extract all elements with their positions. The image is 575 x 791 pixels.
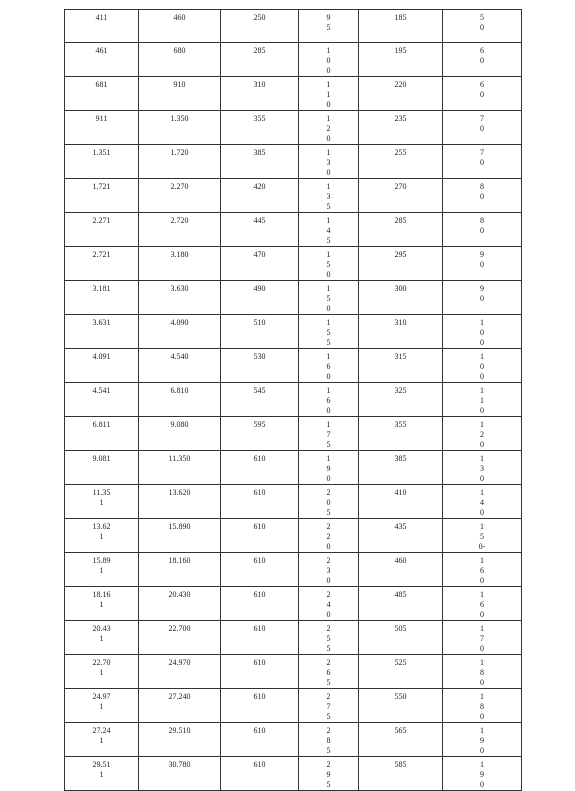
- data-table: [64, 9, 522, 791]
- table-cell: 1 0 0: [299, 43, 359, 77]
- table-row: [65, 349, 522, 383]
- table-cell: 27.24 1: [65, 723, 139, 757]
- table-cell: 285: [221, 43, 299, 77]
- table-cell: 1 6 0: [443, 553, 522, 587]
- table-row: [65, 247, 522, 281]
- table-cell: 6 0: [443, 43, 522, 77]
- table-cell: 355: [221, 111, 299, 145]
- table-cell: 681: [65, 77, 139, 111]
- table-cell: 595: [221, 417, 299, 451]
- table-cell: 2 4 0: [299, 587, 359, 621]
- table-cell: 20.43 1: [65, 621, 139, 655]
- table-cell: 565: [359, 723, 443, 757]
- table-cell: 505: [359, 621, 443, 655]
- table-cell: 3.180: [139, 247, 221, 281]
- table-cell: 18.16 1: [65, 587, 139, 621]
- table-cell: 2 2 0: [299, 519, 359, 553]
- table-cell: 460: [359, 553, 443, 587]
- table-cell: 315: [359, 349, 443, 383]
- table-cell: 1.720: [139, 145, 221, 179]
- table-cell: 1 3 5: [299, 179, 359, 213]
- table-cell: 7 0: [443, 145, 522, 179]
- table-cell: 610: [221, 485, 299, 519]
- table-cell: 185: [359, 10, 443, 43]
- table-cell: 610: [221, 519, 299, 553]
- table-cell: 490: [221, 281, 299, 315]
- table-cell: 9 5: [299, 10, 359, 43]
- table-cell: 24.97 1: [65, 689, 139, 723]
- table-cell: 27.240: [139, 689, 221, 723]
- table-cell: 11.35 1: [65, 485, 139, 519]
- table-cell: 1 9 0: [443, 757, 522, 791]
- table-row: [65, 77, 522, 111]
- table-cell: 585: [359, 757, 443, 791]
- table-row: [65, 213, 522, 247]
- table-row: [65, 519, 522, 553]
- table-row: [65, 281, 522, 315]
- table-cell: 3.181: [65, 281, 139, 315]
- table-row: [65, 587, 522, 621]
- table-cell: 525: [359, 655, 443, 689]
- table-cell: 461: [65, 43, 139, 77]
- table-cell: 355: [359, 417, 443, 451]
- table-cell: 9 0: [443, 281, 522, 315]
- table-cell: 285: [359, 213, 443, 247]
- table-cell: 5 0: [443, 10, 522, 43]
- table-cell: 30.780: [139, 757, 221, 791]
- table-cell: 1 6 0: [299, 349, 359, 383]
- table-cell: 610: [221, 655, 299, 689]
- table-row: [65, 417, 522, 451]
- table-cell: 1 9 0: [443, 723, 522, 757]
- table-cell: 1.721: [65, 179, 139, 213]
- table-cell: 1 8 0: [443, 655, 522, 689]
- table-cell: 445: [221, 213, 299, 247]
- table-cell: 1 4 0: [443, 485, 522, 519]
- table-row: [65, 485, 522, 519]
- table-row: [65, 179, 522, 213]
- table-cell: 610: [221, 553, 299, 587]
- table-cell: 13.62 1: [65, 519, 139, 553]
- table-cell: 1 6 0: [299, 383, 359, 417]
- table-cell: 410: [359, 485, 443, 519]
- table-cell: 9.081: [65, 451, 139, 485]
- table-cell: 610: [221, 757, 299, 791]
- table-cell: 310: [221, 77, 299, 111]
- table-row: [65, 111, 522, 145]
- table-cell: 9 0: [443, 247, 522, 281]
- table-cell: 3.630: [139, 281, 221, 315]
- table-cell: 8 0: [443, 179, 522, 213]
- table-cell: 1 5 5: [299, 315, 359, 349]
- table-cell: 310: [359, 315, 443, 349]
- table-row: [65, 689, 522, 723]
- table-cell: 1 5 0: [299, 247, 359, 281]
- table-cell: 485: [359, 587, 443, 621]
- table-cell: 680: [139, 43, 221, 77]
- table-cell: 2 9 5: [299, 757, 359, 791]
- table-cell: 15.890: [139, 519, 221, 553]
- table-cell: 1 7 5: [299, 417, 359, 451]
- table-cell: 6 0: [443, 77, 522, 111]
- table-cell: 3.631: [65, 315, 139, 349]
- table-cell: 411: [65, 10, 139, 43]
- table-cell: 13.620: [139, 485, 221, 519]
- table-cell: 1 0 0: [443, 315, 522, 349]
- table-cell: 610: [221, 451, 299, 485]
- table-cell: 2.270: [139, 179, 221, 213]
- table-cell: 1 3 0: [443, 451, 522, 485]
- table-cell: 1 2 0: [299, 111, 359, 145]
- table-cell: 385: [221, 145, 299, 179]
- table-cell: 4.090: [139, 315, 221, 349]
- table-cell: 2 5 5: [299, 621, 359, 655]
- table-cell: 29.51 1: [65, 757, 139, 791]
- table-cell: 435: [359, 519, 443, 553]
- table-cell: 20.430: [139, 587, 221, 621]
- table-cell: 4.541: [65, 383, 139, 417]
- table-cell: 1 1 0: [299, 77, 359, 111]
- table-cell: 2.720: [139, 213, 221, 247]
- table-row: [65, 383, 522, 417]
- table-cell: 610: [221, 723, 299, 757]
- table-cell: 250: [221, 10, 299, 43]
- table-cell: 911: [65, 111, 139, 145]
- table-cell: 510: [221, 315, 299, 349]
- table-cell: 29.510: [139, 723, 221, 757]
- table-row: [65, 451, 522, 485]
- table-cell: 2 8 5: [299, 723, 359, 757]
- table-cell: 195: [359, 43, 443, 77]
- table-row: [65, 655, 522, 689]
- table-row: [65, 553, 522, 587]
- table-cell: 2.271: [65, 213, 139, 247]
- table-cell: 6.811: [65, 417, 139, 451]
- table-cell: 1 8 0: [443, 689, 522, 723]
- table-cell: 610: [221, 587, 299, 621]
- table-cell: 385: [359, 451, 443, 485]
- table-cell: 6.810: [139, 383, 221, 417]
- table-cell: 2 0 5: [299, 485, 359, 519]
- table-cell: 1 5 0-: [443, 519, 522, 553]
- table-cell: 610: [221, 689, 299, 723]
- table-cell: 2.721: [65, 247, 139, 281]
- table-cell: 910: [139, 77, 221, 111]
- table-cell: 2 7 5: [299, 689, 359, 723]
- table-cell: 2 6 5: [299, 655, 359, 689]
- table-cell: 1.350: [139, 111, 221, 145]
- table-cell: 1 7 0: [443, 621, 522, 655]
- table-cell: 610: [221, 621, 299, 655]
- table-row: [65, 315, 522, 349]
- table-cell: 18.160: [139, 553, 221, 587]
- table-cell: 530: [221, 349, 299, 383]
- table-cell: 460: [139, 10, 221, 43]
- table-cell: 22.70 1: [65, 655, 139, 689]
- table-row: [65, 145, 522, 179]
- table-cell: 1 9 0: [299, 451, 359, 485]
- table-cell: 1 2 0: [443, 417, 522, 451]
- table-cell: 22.700: [139, 621, 221, 655]
- table-cell: 1 4 5: [299, 213, 359, 247]
- table-cell: 255: [359, 145, 443, 179]
- table-cell: 1 6 0: [443, 587, 522, 621]
- table-row: [65, 757, 522, 791]
- table-cell: 1 1 0: [443, 383, 522, 417]
- table-cell: 9.080: [139, 417, 221, 451]
- table-cell: 1 0 0: [443, 349, 522, 383]
- table-cell: 220: [359, 77, 443, 111]
- table-cell: 1.351: [65, 145, 139, 179]
- table-cell: 7 0: [443, 111, 522, 145]
- table-cell: 235: [359, 111, 443, 145]
- table-cell: 15.89 1: [65, 553, 139, 587]
- table-cell: 545: [221, 383, 299, 417]
- table-cell: 1 3 0: [299, 145, 359, 179]
- table-cell: 8 0: [443, 213, 522, 247]
- table-cell: 550: [359, 689, 443, 723]
- table-cell: 270: [359, 179, 443, 213]
- table-cell: 470: [221, 247, 299, 281]
- table-row: [65, 723, 522, 757]
- table-cell: 11.350: [139, 451, 221, 485]
- table-row: [65, 10, 522, 43]
- table-cell: 1 5 0: [299, 281, 359, 315]
- table-row: [65, 621, 522, 655]
- table-body: [65, 10, 522, 791]
- table-cell: 4.091: [65, 349, 139, 383]
- table-cell: 2 3 0: [299, 553, 359, 587]
- table-cell: 295: [359, 247, 443, 281]
- table-cell: 24.970: [139, 655, 221, 689]
- table-cell: 325: [359, 383, 443, 417]
- table-row: [65, 43, 522, 77]
- table-cell: 4.540: [139, 349, 221, 383]
- table-cell: 420: [221, 179, 299, 213]
- table-cell: 300: [359, 281, 443, 315]
